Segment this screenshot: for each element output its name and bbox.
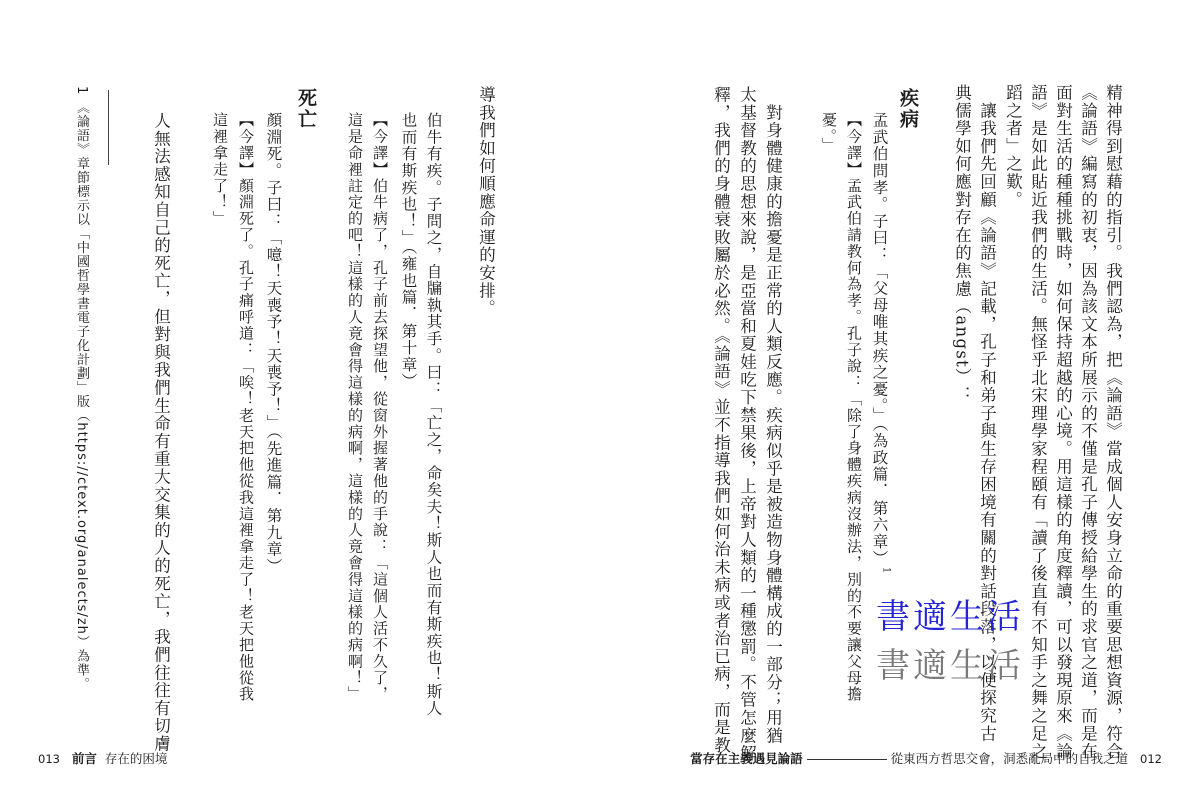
translation-column: 【今譯】顏淵死了。孔子痛呼道：「唉！老天把他從我這裡拿走了！老天把他從我 (237, 112, 255, 703)
body-column: 精神得到慰藉的指引。我們認為，把《論語》當成個人安身立命的重要思想資源，符合 (1103, 84, 1123, 761)
quote-column (871, 112, 891, 575)
watermark-gray: 書適生活 (876, 646, 1024, 686)
footnote-divider (108, 90, 109, 165)
footer-subtitle: 從東西方哲思交會，洞悉亂局中的自我之道 (890, 751, 1129, 766)
translation-column: 這是命裡註定的吧！這樣的人竟會得這樣的病啊，這樣的人竟會得這樣的病啊！」 (346, 112, 364, 703)
footnote-number: 1 (74, 86, 89, 96)
quote-column: 也而有斯疾也！」（雍也篇．第十章） (399, 112, 418, 390)
footnote-text: 《論語》章節標示以「中國哲學書電子化計劃」版（https://ctext.org/analects/zh）為準。 (74, 100, 89, 691)
body-column: 導我們如何順應命運的安排。 (476, 86, 496, 318)
body-column: 對身體健康的擔憂是正常的人類反應。疾病似乎是被造物身體構成的一部分；用猶 (763, 86, 783, 745)
body-column: 人無法感知自己的死亡，但對與我們生命有重大交集的人的死亡，我們往往有切膚 (151, 112, 171, 753)
section-heading-illness: 疾病 (897, 88, 919, 130)
body-column: 《論語》編寫的初衷，因為該文本所展示的不僅是孔子傳授給學生的求官之道，而是在 (1078, 84, 1098, 761)
body-column: 語》是如此貼近我們的生活。無怪乎北宋理學家程頤有「讀了後直有不知手之舞之足之 (1028, 84, 1048, 761)
footer-rule (807, 759, 887, 760)
footer-chapter: 存在的困境 (104, 751, 168, 766)
section-heading-death: 死亡 (295, 88, 317, 130)
quote-text: 孟武伯問孝。子曰：「父母唯其疾之憂。」（為政篇．第六章） (870, 112, 889, 567)
page-number-left: 013 (38, 752, 60, 766)
translation-column: 這裡拿走了！」 (211, 112, 229, 227)
quote-column: 伯牛有疾。子問之，自牖執其手。曰：「亡之，命矣夫！斯人也而有斯疾也！斯人 (424, 112, 443, 717)
translation-column: 【今譯】孟武伯請教何為孝。孔子說：「除了身體疾病沒辦法，別的不要讓父母擔 (845, 112, 863, 703)
watermark-blue: 書適生活 (876, 597, 1024, 637)
quote-column: 顏淵死。子曰：「噫！天喪予！天喪予！」（先進篇．第九章） (264, 112, 283, 575)
footnote-marker: 1 (880, 566, 892, 575)
translation-column: 【今譯】伯牛病了，孔子前去探望他，從窗外握著他的手說：「這個人活不久了， (371, 112, 389, 703)
body-column: 典儒學如何應對存在的焦慮（angst）： (952, 84, 972, 404)
body-column: 讓我們先回顧《論語》記載，孔子和弟子與生存困境有關的對話段落，以便探究古 (977, 84, 997, 743)
footer-book-title: 當存在主義遇見論語 (690, 751, 803, 766)
footer-right (690, 751, 1162, 767)
footer-left (38, 751, 167, 767)
page-number-right: 012 (1140, 752, 1162, 766)
body-column: 面對生活的種種挑戰時，如何保持超越的心境。用這樣的角度釋讀，可以發現原來《論 (1053, 84, 1073, 761)
translation-column: 憂。」 (820, 112, 838, 154)
footnote (75, 86, 88, 691)
body-column: 釋，我們的身體衰敗屬於必然。《論語》並不指導我們如何治未病或者治已病，而是教 (711, 86, 731, 755)
footer-section: 前言 (71, 751, 97, 766)
body-column: 蹈之者」之歎。 (1003, 84, 1023, 209)
body-column: 太基督教的思想來說，是亞當和夏娃吃下禁果後，上帝對人類的一種懲罰。不管怎麼解 (737, 86, 757, 763)
